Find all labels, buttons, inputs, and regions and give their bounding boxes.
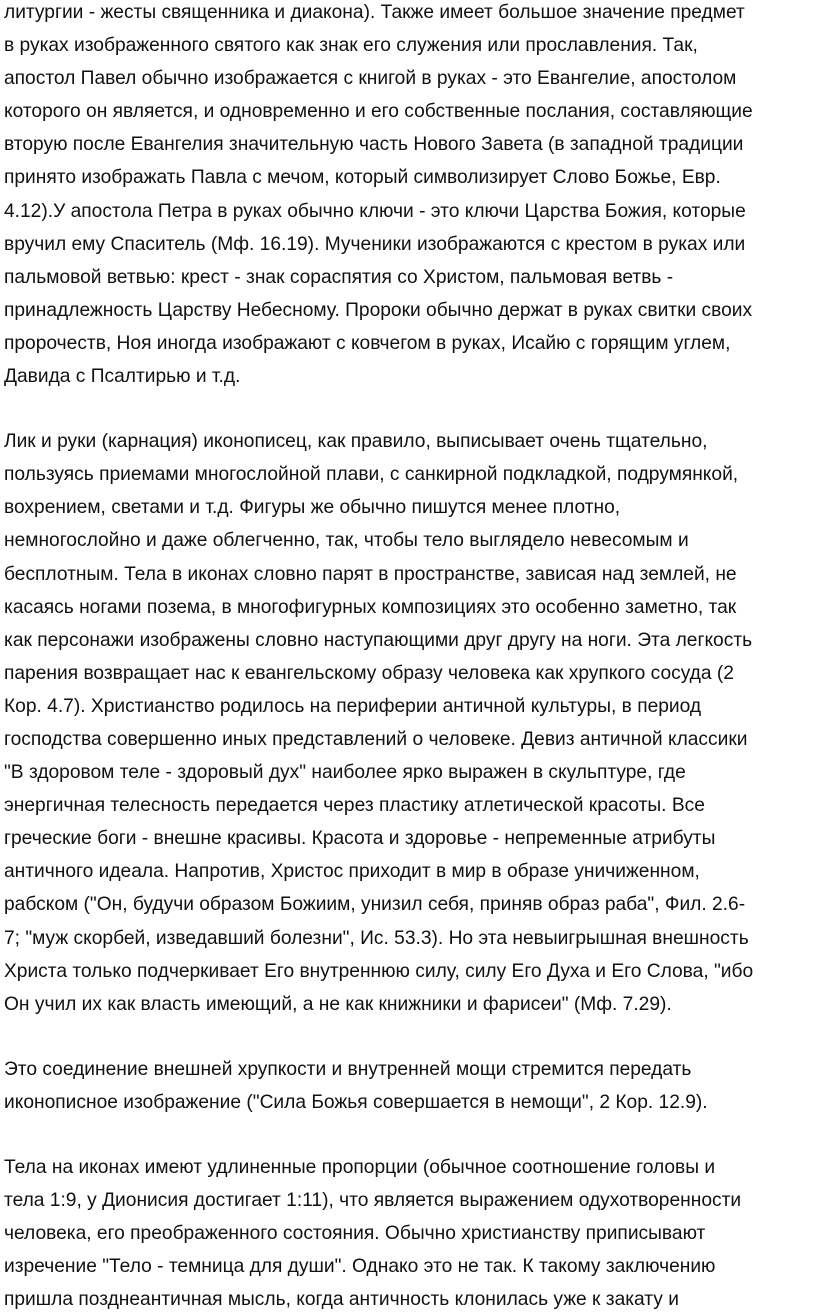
paragraph-face-and-hands: Лик и руки (карнация) иконописец, как правило, выписывает очень тщательно, пользуясь приемами многослойной плави, с санкирной подкладкой, подрумянкой, вохрением, светами и т.д. Фигуры же обычно пишутся менее плотно, немногослойно и даже облегченно, так, чтобы тело выглядело невесомым и бесплотным. Тела в иконах словно парят в пространстве, зависая над землей, не касаясь ногами позема, в многофигурных композициях это особенно заметно, так как персонажи изображены словно наступающими друг другу на ноги. Эта легкость парения возвращает нас к евангельскому образу человека как хрупкого сосуда (2 Кор. 4.7). Христианство родилось на периферии античной культуры, в период господства совершенно иных представлений о человеке. Девиз античной классики "В здоровом теле - здоровый дух" наиболее ярко выражен в скульптуре, где энергичная телесность передается через пластику атлетической красоты. Все греческие боги - внешне красивы. Красота и здоровье - непременные атрибуты античного идеала. Напротив, Христос приходит в мир в образе уничиженном, рабском ("Он, будучи образом Божиим, унизил себя, приняв образ раба", Фил. 2.6- 7; "муж скорбей, изведавший болезни", Ис. 53.3). Но эта невыигрышная внешность Христа только подчеркивает Его внутреннюю силу, силу Его Духа и Его Слова, "ибо Он учил их как власть имеющий, а не как книжники и фарисеи" (Мф. 7.29).: [4, 431, 754, 1015]
paragraph-fragility-and-strength: Это соединение внешней хрупкости и внутренней мощи стремится передать иконописное изображение ("Сила Божья совершается в немощи", 2 Кор. 12.9).: [4, 1058, 708, 1113]
paragraph-attributes-of-saints: литургии - жесты священника и диакона). Также имеет большое значение предмет в руках изображенного святого как знак его служения или прославления. Так, апостол Павел обычно изображается с книгой в руках - это Евангелие, апостолом которого он является, и одновременно и его собственные послания, составляющие вторую после Евангелия значительную часть Нового Завета (в западной традиции принято изображать Павла с мечом, который символизирует Слово Божье, Евр. 4.12).У апостола Петра в руках обычно ключи - это ключи Царства Божия, которые вручил ему Спаситель (Мф. 16.19). Мученики изображаются с крестом в руках или пальмовой ветвью: крест - знак сораспятия со Христом, пальмовая ветвь - принадлежность Царству Небесному. Пророки обычно держат в руках свитки своих пророчеств, Ноя иногда изображают с ковчегом в руках, Исайю с горящим углем, Давида с Псалтирью и т.д.: [4, 2, 753, 388]
paragraph-elongated-proportions: Тела на иконах имеют удлиненные пропорции (обычное соотношение головы и тела 1:9, у Дионисия достигает 1:11), что является выражением одухотворенности человека, его преображенного состояния. Обычно христианству приписывают изречение "Тело - темница для души". Однако это не так. К такому заключению пришла позднеантичная мысль, когда античность клонилась уже к закату и: [4, 1157, 742, 1311]
